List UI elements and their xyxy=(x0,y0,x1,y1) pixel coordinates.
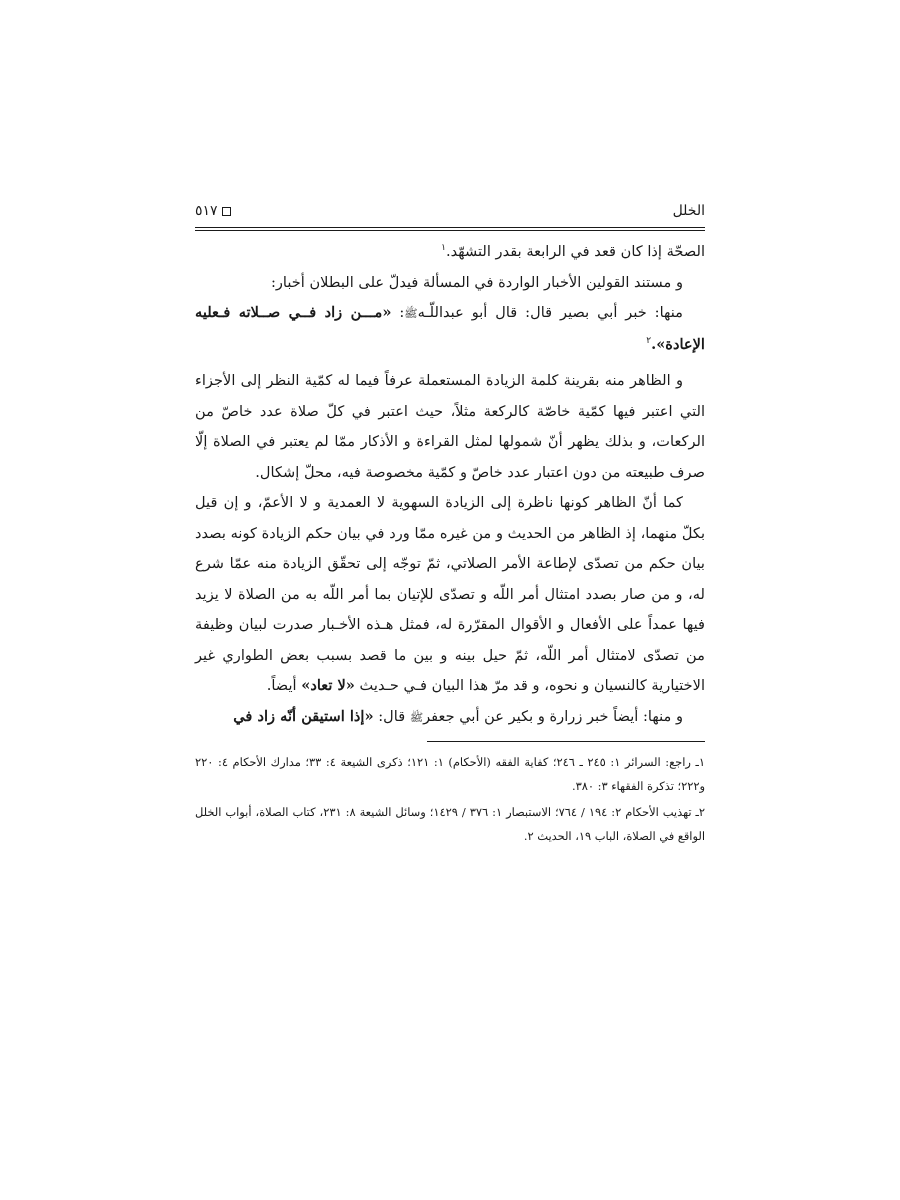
honorific-glyph: ﷺ xyxy=(409,710,424,724)
footnote-ref-2: ٢ xyxy=(646,335,652,346)
paragraph-4: و الظاهر منه بقرينة كلمة الزيادة المستعملة عرفاً فيما له كمّية النظر إلى الأجزاء التي اعتبر فيها كمّية خاصّة كالركعة مثلاً، حيث اعتبر في كلّ صلاة عدد خاصّ من الركعات، و بذلك يظهر أنّ شمولها لمثل القراءة و الأذكار ممّا لم يعتبر في الصلاة إلّا صرف طبيعته من دون اعتبار عدد خاصّ و كمّية مخصوصة فيه، محلّ إشكال. xyxy=(195,372,705,481)
paragraph-1-text: الصحّة إذا كان قعد في الرابعة بقدر التشهّد. xyxy=(445,243,705,260)
paragraph-6 xyxy=(195,702,705,734)
footnote-1: ١ـ راجع: السرائر ١: ٢٤٥ ـ ٢٤٦؛ كفاية الفقه (الأحكام) ١: ١٢١؛ ذكرى الشيعة ٤: ٣٣؛ مدارك الأحكام ٤: ٢٢٠ و٢٢٢؛ تذكرة الفقهاء ٣: ٣٨٠. xyxy=(195,755,705,793)
page-number: ٥١٧ xyxy=(195,203,218,219)
paragraph-3-text: منها: خبر أبي بصير قال: قال أبو عبداللّـه xyxy=(417,304,683,321)
colon-text: : xyxy=(391,304,405,321)
book-page xyxy=(195,196,705,850)
main-text xyxy=(195,237,705,733)
footnote-separator xyxy=(427,741,705,742)
page-number-group xyxy=(195,203,231,219)
hadith-quote-2: «إذا استيقن أنّه زاد في xyxy=(233,707,374,725)
square-box-icon xyxy=(222,207,231,216)
footnote-ref-1: ١ xyxy=(441,243,446,254)
page-header xyxy=(195,196,705,226)
la-tuad-term: «لا تعاد» xyxy=(301,677,355,694)
paragraph-5-text: كما أنّ الظاهر كونها ناظرة إلى الزيادة السهوية لا العمدية و لا الأعمّ، و إن قيل بكلّ منهما، إذ الظاهر من الحديث و من غيره ممّا ورد في بيان حكم الزيادة كونه بصدد بيان حكم من تصدّى لإطاعة الأمر الصلاتي، ثمّ توجّه إلى تحقّق الزيادة منه عمّا شرع له، و من صار بصدد امتثال أمر اللّه و تصدّى للإتيان بما أمر اللّه به من الصلاة لا يزيد فيها عمداً على الأفعال و الأقوال المقرّرة له، فمثل هـذه الأخـبار صدرت لبيان وظيفة من تصدّى لامتثال أمر اللّه، ثمّ حيل بينه و بين ما قصد بسبب بعض الطواري غير الاختيارية كالنسيان و نحوه، و قد مرّ هذا البيان فـي حـديث xyxy=(195,494,705,694)
paragraph-6-text: و منها: أيضاً خبر زرارة و بكير عن أبي جعفر xyxy=(423,707,683,725)
hadith-quote: «مـــن زاد فــي صــلاته فـعليه الإعادة». xyxy=(195,304,705,353)
running-title: الخلل xyxy=(672,203,705,219)
footnote-2: ٢ـ تهذيب الأحكام ٢: ١٩٤ / ٧٦٤؛ الاستبصار ١: ٣٧٦ / ١٤٢٩؛ وسائل الشيعة ٨: ٢٣١، كتاب الصلاة، أبواب الخلل الواقع في الصلاة، الباب ١٩، الحديث ٢. xyxy=(195,805,705,843)
header-rule xyxy=(195,227,705,231)
paragraph-6-mid: قال: xyxy=(373,707,410,725)
footnotes xyxy=(195,750,705,848)
paragraph-2: و مستند القولين الأخبار الواردة في المسألة فيدلّ على البطلان أخبار: xyxy=(270,273,683,291)
paragraph-3 xyxy=(195,298,705,360)
honorific-glyph: ﷺ xyxy=(404,307,418,320)
paragraph-1 xyxy=(195,237,705,268)
paragraph-5 xyxy=(195,488,705,702)
paragraph-5-end: أيضاً. xyxy=(266,677,302,694)
